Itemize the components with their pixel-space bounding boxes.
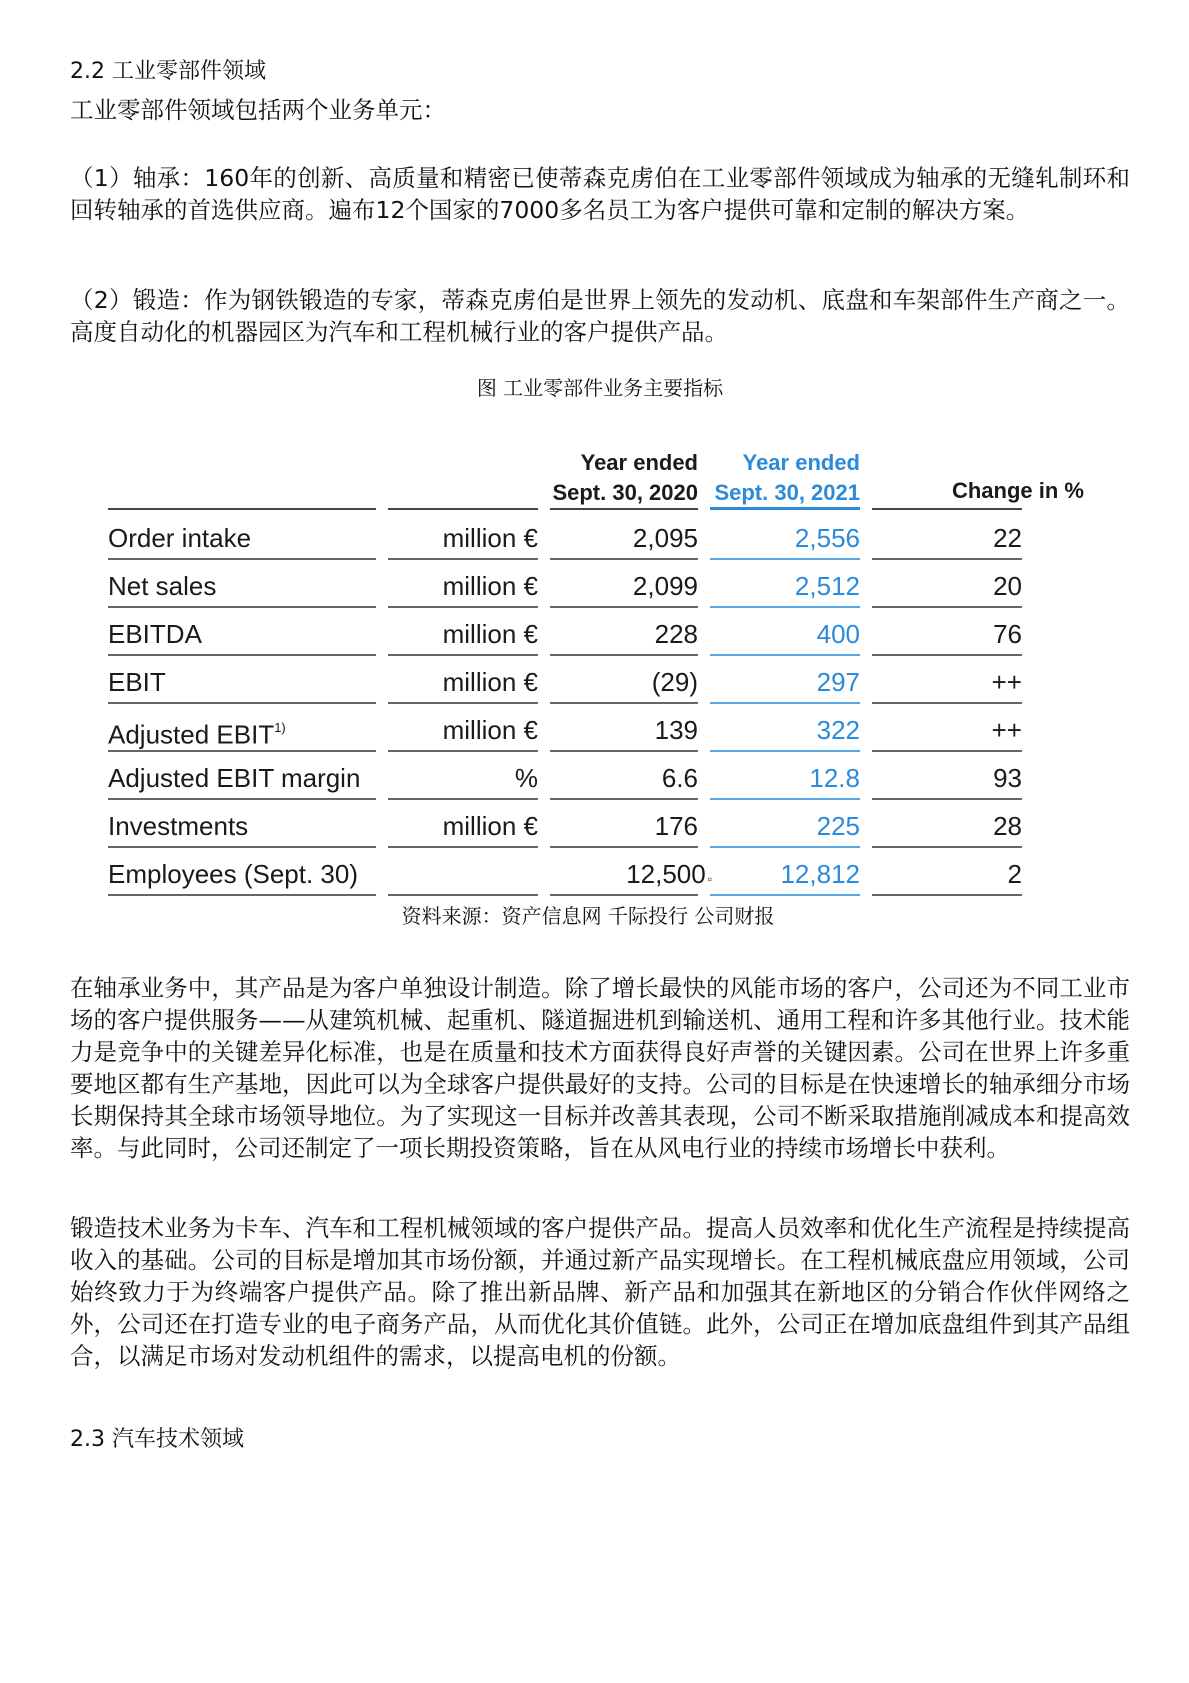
value-2021: 400 (816, 619, 860, 649)
value-2020 (550, 570, 698, 602)
header-rule (388, 508, 538, 510)
value-2020-text: 2,095 (632, 523, 698, 553)
change-percent: ++ (991, 667, 1022, 697)
forging-business-paragraph: 锻造技术业务为卡车、汽车和工程机械领域的客户提供产品。提高人员效率和优化生产流程是持续提高收入的基础。公司的目标是增加其市场份额，并通过新产品实现增长。在工程机械底盘应用领域，公司始终致力于为终端客户提供产品。除了推出新品牌、新产品和加强其在新地区的分销合作伙伴网络之外，公司还在打造专业的电子商务产品，从而优化其价值链。此外，公司正在增加底盘组件到其产品组合，以满足市场对发动机组件的需求，以提高电机的份额。 (70, 1214, 1130, 1370)
value-2020-text: 12,500 (626, 859, 706, 889)
footnote-marker: 1) (274, 720, 286, 735)
header-rule-highlight (710, 507, 860, 510)
row-unit: million € (442, 667, 538, 697)
row-label-text: Order intake (108, 523, 252, 553)
value-2020-text: 176 (654, 811, 698, 841)
value-2020-text: (29) (651, 667, 698, 697)
table-row (108, 512, 1094, 560)
value-2020 (550, 858, 712, 895)
row-label-text: Net sales (108, 571, 217, 601)
value-2021: 12.8 (809, 763, 860, 793)
value-2020 (550, 522, 698, 554)
row-rule (550, 894, 698, 896)
row-unit: million € (442, 523, 538, 553)
header-rule (108, 508, 376, 510)
change-percent: 20 (993, 571, 1022, 601)
change-percent: 76 (993, 619, 1022, 649)
section-heading-2-2: 2.2 工业零部件领域 (70, 59, 266, 84)
bearing-business-paragraph: 在轴承业务中，其产品是为客户单独设计制造。除了增长最快的风能市场的客户，公司还为不同工业市场的客户提供服务——从建筑机械、起重机、隧道掘进机到输送机、通用工程和许多其他行业。技术能力是竞争中的关键差异化标准，也是在质量和技术方面获得良好声誉的关键因素。公司在世界上许多重要地区都有生产基地，因此可以为全球客户提供最好的支持。公司的目标是在快速增长的轴承细分市场长期保持其全球市场领导地位。为了实现这一目标并改善其表现，公司不断采取措施削减成本和提高效率。与此同时，公司还制定了一项长期投资策略，旨在从风电行业的持续市场增长中获利。 (70, 974, 1130, 1162)
row-label-text: Adjusted EBIT (108, 719, 275, 750)
row-label (108, 666, 376, 698)
kpi-table (108, 450, 1094, 972)
value-2020-text: 2,099 (632, 571, 698, 601)
row-label-text: EBIT (108, 667, 166, 697)
row-label-text: Adjusted EBIT margin (108, 763, 361, 793)
header-2020-line1: Year ended (580, 450, 698, 475)
figure-source: 资料来源：资产信息网 千际投行 公司财报 (401, 904, 775, 928)
header-2020-line2: Sept. 30, 2020 (552, 480, 698, 505)
value-2020-text: 228 (654, 619, 698, 649)
table-row (108, 752, 1094, 800)
value-2020 (550, 762, 698, 794)
header-2021-line2: Sept. 30, 2021 (714, 480, 860, 505)
value-2020 (550, 810, 698, 842)
value-2020-text: 139 (654, 715, 698, 745)
row-label-text: Investments (108, 811, 249, 841)
row-label-text: EBITDA (108, 619, 202, 649)
value-2021: 2,512 (794, 571, 860, 601)
change-percent: 28 (993, 811, 1022, 841)
table-row (108, 560, 1094, 608)
row-unit: million € (442, 619, 538, 649)
row-unit: million € (442, 571, 538, 601)
value-2021: 2,556 (794, 523, 860, 553)
change-percent: ++ (991, 715, 1022, 745)
change-percent: 2 (1007, 859, 1022, 889)
section-intro: 工业零部件领域包括两个业务单元： (70, 96, 446, 124)
value-2021: 322 (816, 715, 860, 745)
bearing-paragraph: （1）轴承：160年的创新、高质量和精密已使蒂森克虏伯在工业零部件领域成为轴承的无缝轧制环和回转轴承的首选供应商。遍布12个国家的7000多名员工为客户提供可靠和定制的解决方案。 (70, 164, 1130, 224)
table-row (108, 608, 1094, 656)
row-rule (872, 894, 1022, 896)
row-label (108, 714, 376, 751)
note-mark-icon: ▫ (707, 872, 712, 886)
section-heading-2-3: 2.3 汽车技术领域 (70, 1427, 244, 1452)
forging-paragraph: （2）锻造：作为钢铁锻造的专家，蒂森克虏伯是世界上领先的发动机、底盘和车架部件生产商之一。高度自动化的机器园区为汽车和工程机械行业的客户提供产品。 (70, 286, 1130, 346)
value-2021: 12,812 (780, 859, 860, 889)
row-rule (108, 894, 376, 896)
row-unit: million € (442, 715, 538, 745)
table-row (108, 848, 1094, 896)
figure-caption: 图 工业零部件业务主要指标 (476, 376, 724, 400)
row-label (108, 762, 376, 794)
header-rule (872, 508, 1022, 510)
table-row (108, 704, 1094, 752)
row-unit: million € (442, 811, 538, 841)
change-percent: 93 (993, 763, 1022, 793)
value-2021: 225 (816, 811, 860, 841)
row-rule (710, 894, 860, 896)
header-change: Change in % (951, 478, 1084, 503)
header-rule (550, 508, 698, 510)
value-2020 (550, 618, 698, 650)
row-label-text: Employees (Sept. 30) (108, 859, 359, 889)
value-2020 (550, 714, 698, 746)
table-row (108, 656, 1094, 704)
row-rule (388, 894, 538, 896)
table-row (108, 800, 1094, 848)
header-2021 (660, 448, 860, 508)
row-label (108, 522, 376, 554)
change-percent: 22 (993, 523, 1022, 553)
value-2021: 297 (816, 667, 860, 697)
value-2020-text: 6.6 (661, 763, 698, 793)
row-label (108, 618, 376, 650)
row-unit: % (514, 763, 538, 793)
row-label (108, 570, 376, 602)
header-2021-line1: Year ended (742, 450, 860, 475)
row-label (108, 810, 376, 842)
value-2020 (550, 666, 698, 698)
row-label (108, 858, 376, 890)
